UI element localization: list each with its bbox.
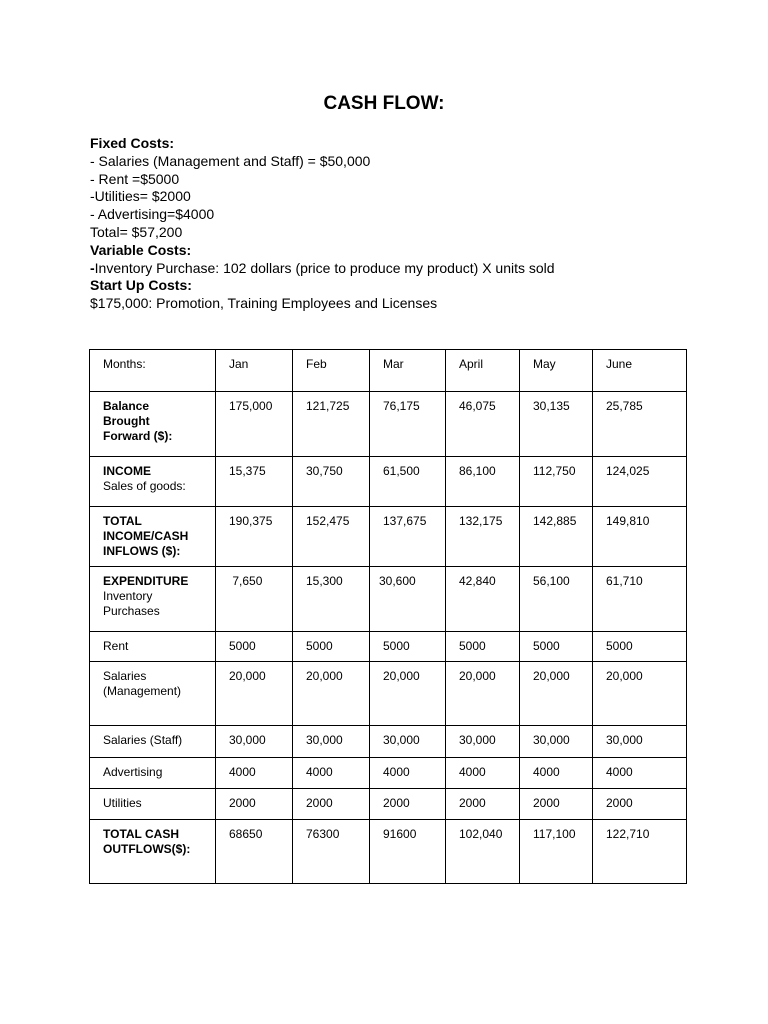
value-cell: 124,025 <box>593 457 687 507</box>
row-label-line: OUTFLOWS($): <box>103 842 191 856</box>
value-cell: 15,375 <box>216 457 293 507</box>
value-cell: 30,000 <box>520 726 593 758</box>
fixed-cost-item: - Advertising=$4000 <box>90 206 215 223</box>
value-cell: 30,600 <box>370 567 446 632</box>
row-label-cell <box>90 507 216 567</box>
value-cell: 5000 <box>293 632 370 662</box>
table-row <box>90 726 687 758</box>
value-cell: 2000 <box>593 789 687 820</box>
value-cell: 132,175 <box>446 507 520 567</box>
value-cell: 102,040 <box>446 820 520 884</box>
variable-cost-text: Inventory Purchase: 102 dollars (price to produce my product) X units sold <box>94 259 555 276</box>
value-cell: 86,100 <box>446 457 520 507</box>
cash-flow-table <box>89 349 687 884</box>
value-cell: 61,710 <box>593 567 687 632</box>
value-cell: 25,785 <box>593 392 687 457</box>
value-cell: 5000 <box>446 632 520 662</box>
value-cell: 5000 <box>370 632 446 662</box>
value-cell: 142,885 <box>520 507 593 567</box>
row-label-line: TOTAL <box>103 514 142 528</box>
value-cell: 122,710 <box>593 820 687 884</box>
row-label-cell <box>90 820 216 884</box>
row-label-cell: Rent <box>90 632 216 662</box>
row-label-cell <box>90 457 216 507</box>
month-header-cell: May <box>520 350 593 392</box>
value-cell: 4000 <box>216 758 293 789</box>
variable-costs-heading: Variable Costs: <box>90 241 192 258</box>
row-label-line: TOTAL CASH <box>103 827 180 841</box>
value-cell: 20,000 <box>293 662 370 726</box>
row-label-cell <box>90 567 216 632</box>
value-cell: 152,475 <box>293 507 370 567</box>
table-header-row <box>90 350 687 392</box>
value-cell: 2000 <box>293 789 370 820</box>
startup-costs-heading: Start Up Costs: <box>90 277 192 294</box>
value-cell: 137,675 <box>370 507 446 567</box>
row-label-line: INFLOWS ($): <box>103 544 181 558</box>
value-cell: 30,000 <box>293 726 370 758</box>
value-cell: 4000 <box>520 758 593 789</box>
row-label-line: Balance <box>103 399 150 413</box>
row-label-line: (Management) <box>103 684 182 698</box>
value-cell: 30,750 <box>293 457 370 507</box>
value-cell: 7,650 <box>216 567 293 632</box>
header-label-cell: Months: <box>90 350 216 392</box>
row-label-cell: Salaries (Staff) <box>90 726 216 758</box>
fixed-cost-total: Total= $57,200 <box>90 223 183 240</box>
table-row <box>90 632 687 662</box>
value-cell: 20,000 <box>593 662 687 726</box>
row-label-line: EXPENDITURE <box>103 574 189 588</box>
row-sublabel: Purchases <box>103 604 160 618</box>
value-cell: 20,000 <box>216 662 293 726</box>
value-cell: 30,135 <box>520 392 593 457</box>
row-label-cell <box>90 392 216 457</box>
page-title: CASH FLOW: <box>323 93 445 114</box>
row-sublabel: Inventory <box>103 589 153 603</box>
value-cell: 30,000 <box>370 726 446 758</box>
variable-cost-dash: - <box>90 259 95 276</box>
row-label-line: INCOME <box>103 464 151 478</box>
value-cell: 4000 <box>593 758 687 789</box>
row-label-cell <box>90 662 216 726</box>
value-cell: 5000 <box>216 632 293 662</box>
value-cell: 76,175 <box>370 392 446 457</box>
value-cell: 4000 <box>370 758 446 789</box>
value-cell: 42,840 <box>446 567 520 632</box>
row-label-line: Salaries <box>103 669 147 683</box>
value-cell: 175,000 <box>216 392 293 457</box>
fixed-cost-item: - Rent =$5000 <box>90 170 180 187</box>
value-cell: 30,000 <box>446 726 520 758</box>
value-cell: 149,810 <box>593 507 687 567</box>
row-label-line: Brought <box>103 414 150 428</box>
variable-cost-item <box>90 260 730 278</box>
row-label-line: INCOME/CASH <box>103 529 189 543</box>
value-cell: 56,100 <box>520 567 593 632</box>
fixed-cost-item: - Salaries (Management and Staff) = $50,000 <box>90 152 371 169</box>
value-cell: 4000 <box>446 758 520 789</box>
fixed-cost-item: -Utilities= $2000 <box>90 188 191 205</box>
month-header-cell: Feb <box>293 350 370 392</box>
month-header-cell: June <box>593 350 687 392</box>
value-cell: 61,500 <box>370 457 446 507</box>
row-label-cell: Advertising <box>90 758 216 789</box>
table-row <box>90 789 687 820</box>
value-cell: 30,000 <box>593 726 687 758</box>
table-row <box>90 758 687 789</box>
value-cell: 15,300 <box>293 567 370 632</box>
table-row <box>90 457 687 507</box>
table-row <box>90 567 687 632</box>
row-label-line: Forward ($): <box>103 429 173 443</box>
value-cell: 2000 <box>370 789 446 820</box>
cost-summary <box>90 135 730 313</box>
value-cell: 91600 <box>370 820 446 884</box>
month-header-cell: April <box>446 350 520 392</box>
value-cell: 2000 <box>216 789 293 820</box>
table-row <box>90 507 687 567</box>
value-cell: 76300 <box>293 820 370 884</box>
fixed-costs-heading: Fixed Costs: <box>90 135 175 151</box>
value-cell: 30,000 <box>216 726 293 758</box>
startup-cost-item: $175,000: Promotion, Training Employees and Licenses <box>90 295 438 312</box>
value-cell: 2000 <box>520 789 593 820</box>
value-cell: 5000 <box>593 632 687 662</box>
value-cell: 117,100 <box>520 820 593 884</box>
table-row <box>90 820 687 884</box>
month-header-cell: Jan <box>216 350 293 392</box>
row-sublabel: Sales of goods: <box>103 479 186 493</box>
value-cell: 4000 <box>293 758 370 789</box>
value-cell: 68650 <box>216 820 293 884</box>
table-row <box>90 392 687 457</box>
month-header-cell: Mar <box>370 350 446 392</box>
value-cell: 5000 <box>520 632 593 662</box>
value-cell: 112,750 <box>520 457 593 507</box>
value-cell: 2000 <box>446 789 520 820</box>
value-cell: 46,075 <box>446 392 520 457</box>
value-cell: 190,375 <box>216 507 293 567</box>
value-cell: 20,000 <box>446 662 520 726</box>
value-cell: 121,725 <box>293 392 370 457</box>
value-cell: 20,000 <box>520 662 593 726</box>
row-label-cell: Utilities <box>90 789 216 820</box>
table-row <box>90 662 687 726</box>
value-cell: 20,000 <box>370 662 446 726</box>
